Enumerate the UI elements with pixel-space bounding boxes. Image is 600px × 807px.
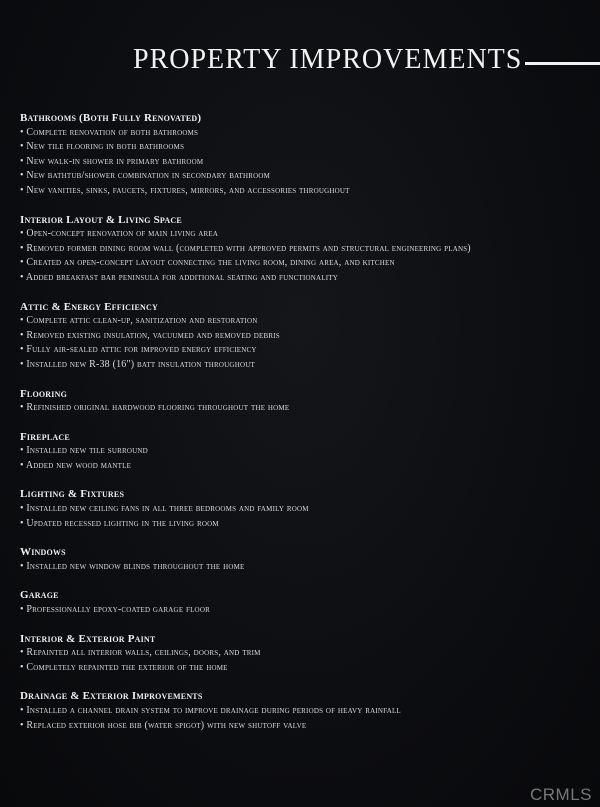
list-item: • Updated recessed lighting in the living room [20, 517, 580, 532]
list-item: • New tile flooring in both bathrooms [20, 140, 580, 155]
list-item: • Added breakfast bar peninsula for additional seating and functionality [20, 271, 580, 286]
crmls-watermark: CRMLS [529, 785, 592, 804]
section-windows [20, 545, 580, 574]
list-item: • New vanities, sinks, faucets, fixtures, mirrors, and accessories throughout [20, 184, 580, 199]
section-drainage [20, 689, 580, 733]
list-item: • Open-concept renovation of main living area [20, 227, 580, 242]
list-item: • Installed a channel drain system to improve drainage during periods of heavy rainfall [20, 704, 580, 719]
section-heading: Windows [20, 546, 66, 559]
list-item: • Professionally epoxy-coated garage floor [20, 603, 580, 618]
list-item: • Removed existing insulation, vacuumed and removed debris [20, 329, 580, 344]
section-heading: Bathrooms (Both Fully Renovated) [20, 112, 202, 124]
section-heading: Fireplace [20, 430, 70, 443]
section-paint [20, 632, 580, 676]
list-item: • Removed former dining room wall (completed with approved permits and structural engineering plans) [20, 242, 580, 257]
section-heading: Lighting & Fixtures [20, 488, 125, 501]
list-item: • Installed new R-38 (16") batt insulation throughout [20, 358, 580, 373]
improvements-list [20, 111, 580, 747]
list-item: • Added new wood mantle [20, 459, 580, 474]
section-heading: Interior Layout & Living Space [20, 213, 182, 226]
section-heading: Interior & Exterior Paint [20, 632, 156, 645]
list-item: • Complete attic clean-up, sanitization and restoration [20, 314, 580, 329]
list-item: • Installed new ceiling fans in all three bedrooms and family room [20, 502, 580, 517]
section-heading: Flooring [20, 387, 67, 400]
list-item: • Refinished original hardwood flooring throughout the home [20, 401, 580, 416]
list-item: • Repainted all interior walls, ceilings, doors, and trim [20, 646, 580, 661]
section-attic [20, 300, 580, 373]
section-lighting [20, 487, 580, 531]
list-item: • Replaced exterior hose bib (water spigot) with new shutoff valve [20, 719, 580, 734]
list-item: • New bathtub/shower combination in secondary bathroom [20, 169, 580, 184]
list-item: • Fully air-sealed attic for improved energy efficiency [20, 343, 580, 358]
title-rule [525, 62, 600, 65]
section-heading: Garage [20, 589, 59, 602]
list-item: • Created an open-concept layout connecting the living room, dining area, and kitchen [20, 256, 580, 271]
section-interior-layout [20, 213, 580, 286]
list-item: • Installed new tile surround [20, 444, 580, 459]
page-title: PROPERTY IMPROVEMENTS [133, 44, 523, 75]
section-fireplace [20, 430, 580, 474]
list-item: • Installed new window blinds throughout the home [20, 560, 580, 575]
section-garage [20, 588, 580, 617]
list-item: • Complete renovation of both bathrooms [20, 126, 580, 141]
section-flooring [20, 387, 580, 416]
section-heading: Attic & Energy Efficiency [20, 300, 158, 313]
section-heading: Drainage & Exterior Improvements [20, 690, 203, 703]
list-item: • Completely repainted the exterior of the home [20, 661, 580, 676]
section-bathrooms [20, 111, 580, 199]
list-item: • New walk-in shower in primary bathroom [20, 155, 580, 170]
